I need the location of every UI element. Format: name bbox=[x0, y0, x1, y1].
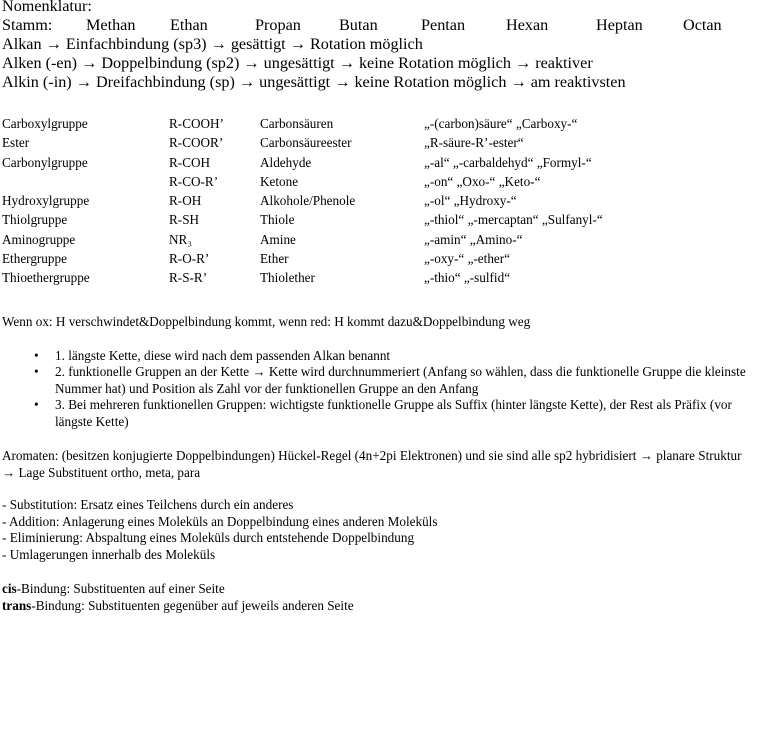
document-page bbox=[2, 0, 765, 614]
group-formula: NR₃ bbox=[169, 231, 192, 247]
group-name: Ester bbox=[2, 135, 30, 151]
bullet-icon: • bbox=[34, 347, 39, 363]
group-formula: R-CO-R’ bbox=[169, 173, 219, 189]
reaction-line: - Substitution: Ersatz eines Teilchens durch ein anderes bbox=[2, 497, 294, 513]
stamm-name: Propan bbox=[255, 16, 301, 34]
bullet-icon: • bbox=[34, 364, 39, 380]
naming-affix: „-amin“ „Amino-“ bbox=[424, 231, 523, 247]
cis-line bbox=[2, 581, 765, 598]
functional-groups-table bbox=[2, 114, 765, 288]
stamm-name: Butan bbox=[339, 16, 378, 34]
naming-rules-list bbox=[2, 348, 765, 431]
group-formula: R-O-R’ bbox=[169, 251, 210, 267]
table-row bbox=[2, 230, 765, 249]
list-item bbox=[2, 364, 765, 397]
substance-class: Amine bbox=[260, 231, 296, 247]
reaction-line: - Umlagerungen innerhalb des Moleküls bbox=[2, 546, 216, 562]
alkin-line: Alkin (-in) → Dreifachbindung (sp) → ungesättigt → keine Rotation möglich → am reaktivsten bbox=[2, 73, 626, 91]
table-row bbox=[2, 268, 765, 287]
substance-class: Ether bbox=[260, 251, 289, 267]
group-name: Thioethergruppe bbox=[2, 270, 90, 286]
table-row bbox=[2, 114, 765, 133]
alken-line: Alken (-en) → Doppelbindung (sp2) → ungesättigt → keine Rotation möglich → reaktiver bbox=[2, 54, 593, 72]
cis-term: cis bbox=[2, 581, 17, 597]
cis-text: -Bindung: Substituenten auf einer Seite bbox=[16, 581, 225, 597]
isomer-notes bbox=[2, 581, 765, 614]
substance-class: Carbonsäureester bbox=[260, 135, 352, 151]
substance-class: Ketone bbox=[260, 173, 299, 189]
group-formula: R-S-R’ bbox=[169, 270, 208, 286]
redox-note: Wenn ox: H verschwindet&Doppelbindung kommt, wenn red: H kommt dazu&Doppelbindung weg bbox=[2, 313, 531, 329]
substance-class: Carbonsäuren bbox=[260, 116, 334, 131]
stamm-name: Octan bbox=[683, 16, 722, 34]
naming-affix: „R-säure-R’-ester“ bbox=[424, 135, 524, 151]
stamm-label: Stamm: bbox=[2, 16, 53, 34]
reaction-line: - Eliminierung: Abspaltung eines Moleküls durch entstehende Doppelbindung bbox=[2, 530, 415, 546]
bullet-icon: • bbox=[34, 397, 39, 413]
rule-text: 2. funktionelle Gruppen an der Kette → Kette wird durchnummeriert (Anfang so wählen, dass die funktionelle Gruppe die kleinste Nummer hat) und Position als Zahl vor der funktionellen Gruppe an den Anfang bbox=[55, 364, 746, 396]
alkan-line: Alkan → Einfachbindung (sp3) → gesättigt → Rotation möglich bbox=[2, 35, 423, 53]
group-formula: R-COOR’ bbox=[169, 135, 224, 151]
group-name: Hydroxylgruppe bbox=[2, 193, 90, 209]
table-row bbox=[2, 172, 765, 191]
group-formula: R-COH bbox=[169, 154, 211, 170]
reaction-types bbox=[2, 497, 765, 563]
table-row bbox=[2, 153, 765, 172]
naming-affix: „-on“ „Oxo-“ „Keto-“ bbox=[424, 173, 541, 189]
trans-text: -Bindung: Substituenten gegenüber auf jeweils anderen Seite bbox=[31, 597, 354, 613]
stamm-name: Ethan bbox=[170, 16, 208, 34]
group-name: Carbonylgruppe bbox=[2, 154, 88, 170]
rule-text: 3. Bei mehreren funktionellen Gruppen: wichtigste funktionelle Gruppe als Suffix (hinter längste Kette), der Rest als Präfix (vor längste Kette) bbox=[55, 397, 732, 429]
stamm-name: Methan bbox=[86, 16, 136, 34]
substance-class: Thiole bbox=[260, 212, 295, 228]
stamm-line bbox=[2, 16, 765, 35]
trans-term: trans bbox=[2, 597, 32, 613]
stamm-name: Heptan bbox=[596, 16, 643, 34]
group-formula: R-SH bbox=[169, 212, 200, 228]
table-row bbox=[2, 249, 765, 268]
stamm-name: Pentan bbox=[421, 16, 466, 34]
naming-affix: „-(carbon)säure“ „Carboxy-“ bbox=[424, 116, 578, 131]
table-row bbox=[2, 210, 765, 229]
group-name: Ethergruppe bbox=[2, 251, 67, 267]
substance-class: Alkohole/Phenole bbox=[260, 193, 356, 209]
group-name bbox=[2, 172, 169, 191]
naming-affix: „-ol“ „Hydroxy-“ bbox=[424, 193, 517, 209]
naming-affix: „-thiol“ „-mercaptan“ „Sulfanyl-“ bbox=[424, 212, 603, 228]
group-name: Carboxylgruppe bbox=[2, 116, 88, 131]
naming-affix: „-oxy-“ „-ether“ bbox=[424, 251, 511, 267]
list-item bbox=[2, 397, 765, 430]
rule-text: 1. längste Kette, diese wird nach dem passenden Alkan benannt bbox=[55, 347, 391, 363]
list-item bbox=[2, 348, 765, 365]
group-name: Aminogruppe bbox=[2, 231, 76, 247]
substance-class: Thiolether bbox=[260, 270, 315, 286]
naming-affix: „-thio“ „-sulfid“ bbox=[424, 270, 511, 286]
group-formula: R-COOH’ bbox=[169, 116, 224, 131]
group-formula: R-OH bbox=[169, 193, 202, 209]
table-row bbox=[2, 191, 765, 210]
table-row bbox=[2, 133, 765, 152]
trans-line bbox=[2, 598, 765, 615]
reaction-line: - Addition: Anlagerung eines Moleküls an Doppelbindung eines anderen Moleküls bbox=[2, 513, 438, 529]
group-name: Thiolgruppe bbox=[2, 212, 68, 228]
aromaten-note: Aromaten: (besitzen konjugierte Doppelbindungen) Hückel-Regel (4n+2pi Elektronen) und sie sind alle sp2 hybridisiert → planare Struktur → Lage Substituent ortho, meta, para bbox=[2, 448, 742, 480]
substance-class: Aldehyde bbox=[260, 154, 312, 170]
stamm-name: Hexan bbox=[506, 16, 549, 34]
naming-affix: „-al“ „-carbaldehyd“ „Formyl-“ bbox=[424, 154, 592, 170]
heading-nomenklatur: Nomenklatur: bbox=[2, 0, 92, 15]
